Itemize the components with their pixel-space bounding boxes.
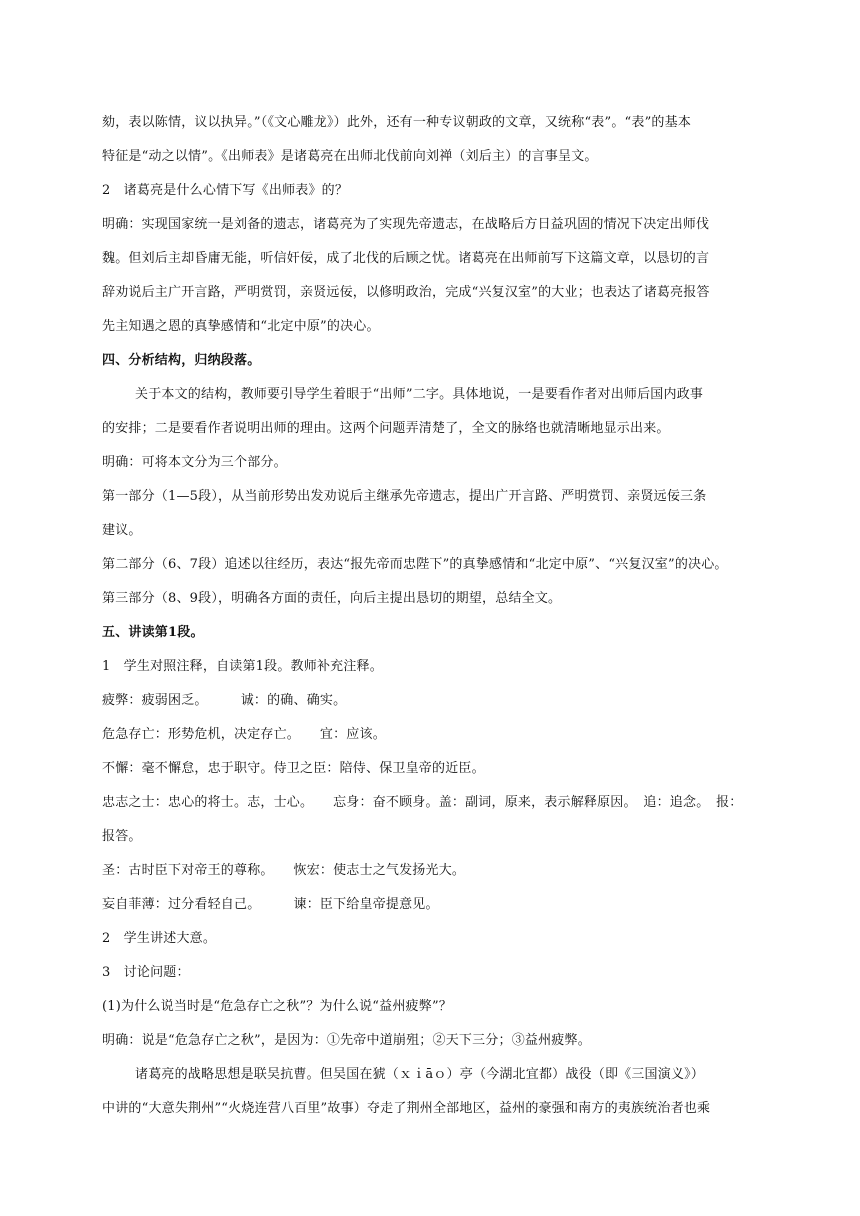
text-line: 第二部分（6、7段）追述以往经历，表达“报先帝而忠陛下”的真挚感情和“北定中原”、“兴复汉室”的决心。 [102,557,728,572]
text-line: 建议。 [102,523,142,538]
text-line: 中讲的“大意失荆州”“火烧连营八百里”故事）夺走了荆州全部地区，益州的豪强和南方的夷族统治者也乘 [102,1101,711,1116]
text-line: 疲弊：疲弱困乏。 诚：的确、确实。 [102,693,347,708]
text-line: 2 学生讲述大意。 [102,931,217,946]
section-heading: 五、讲读第1段。 [102,625,204,640]
text-line: 明确：说是“危急存亡之秋”，是因为：①先帝中道崩殂；②天下三分；③益州疲弊。 [102,1033,591,1048]
section-heading: 四、分析结构，归纳段落。 [102,353,261,368]
text-line: 诸葛亮的战略思想是联吴抗曹。但吴国在猇（ｘｉāｏ）亭（今湖北宜都）战役（即《三国演义》） [135,1067,705,1082]
text-line: 不懈：毫不懈怠，忠于职守。侍卫之臣：陪侍、保卫皇帝的近臣。 [102,761,485,776]
text-line: 明确：实现国家统一是刘备的遗志，诸葛亮为了实现先帝遗志，在战略后方日益巩固的情况下决定出师伐 [102,217,710,232]
text-line: 魏。但刘后主却昏庸无能，听信奸佞，成了北伐的后顾之忧。诸葛亮在出师前写下这篇文章，以恳切的言 [102,251,710,266]
text-line: 妄自菲薄：过分看轻自己。 谏：臣下给皇帝提意见。 [102,897,439,912]
document-body [102,106,742,1126]
text-line: 3 讨论问题： [102,965,190,980]
text-line: 报答。 [102,829,142,844]
text-line: 特征是“动之以情”。《出师表》是诸葛亮在出师北伐前向刘禅（刘后主）的言事呈文。 [102,149,598,164]
text-line: 第一部分（1—5段），从当前形势出发劝说后主继承先帝遗志，提出广开言路、严明赏罚、亲贤远佞三条 [102,489,707,504]
text-line: 圣：古时臣下对帝王的尊称。 恢宏：使志士之气发扬光大。 [102,863,466,878]
text-line: 辞劝说后主广开言路，严明赏罚，亲贤远佞，以修明政治，完成“兴复汉室”的大业；也表达了诸葛亮报答 [102,285,710,300]
text-line: 关于本文的结构，教师要引导学生着眼于“出师”二字。具体地说，一是要看作者对出师后国内政事 [135,387,704,402]
text-line: 危急存亡：形势危机，决定存亡。 宜：应该。 [102,727,386,742]
text-line: (1)为什么说当时是“危急存亡之秋”？为什么说“益州疲弊”？ [102,999,452,1014]
text-line: 第三部分（8、9段），明确各方面的责任，向后主提出恳切的期望，总结全文。 [102,591,562,606]
text-line: 的安排；二是要看作者说明出师的理由。这两个问题弄清楚了，全文的脉络也就清晰地显示出来。 [102,421,670,436]
text-line: 先主知遇之恩的真挚感情和“北定中原”的决心。 [102,319,380,334]
text-line: 忠志之士：忠心的将士。志，士心。 忘身：奋不顾身。盖：副词，原来，表示解释原因。 追：追念。 报： [102,795,743,810]
text-line: 1 学生对照注释，自读第1段。教师补充注释。 [102,659,383,674]
text-line: 明确：可将本文分为三个部分。 [102,455,287,470]
text-line: 2 诸葛亮是什么心情下写《出师表》的？ [102,183,349,198]
text-line: 劾，表以陈情，议以执异。”（《文心雕龙》）此外，还有一种专议朝政的文章，又统称“表”。“表”的基本 [102,115,692,130]
